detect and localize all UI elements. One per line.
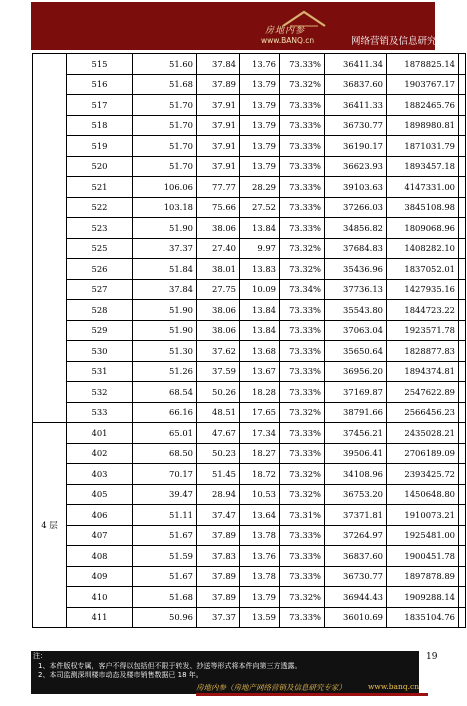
table-cell: 51.90 [133, 218, 197, 239]
table-cell: 37456.21 [325, 423, 387, 444]
room-number-cell: 411 [67, 607, 133, 628]
table-cell: 51.70 [133, 115, 197, 136]
table-cell: 51.84 [133, 259, 197, 280]
table-cell: 36956.20 [325, 361, 387, 382]
table-cell: 39103.63 [325, 177, 387, 198]
table-row [33, 279, 466, 300]
table-cell: 51.60 [133, 54, 197, 75]
table-row [33, 95, 466, 116]
table-cell: 68.50 [133, 443, 197, 464]
table-cell: 36010.69 [325, 607, 387, 628]
table-cell: 37266.03 [325, 197, 387, 218]
empty-cell [459, 300, 466, 321]
table-cell: 50.23 [197, 443, 240, 464]
table-cell: 13.84 [240, 300, 280, 321]
table-row [33, 54, 466, 75]
table-cell: 1809068.96 [387, 218, 459, 239]
footer-url: www.banq.cn [368, 682, 420, 691]
table-cell: 1910073.21 [387, 505, 459, 526]
table-cell: 34856.82 [325, 218, 387, 239]
table-cell: 73.33% [280, 218, 325, 239]
table-cell: 37684.83 [325, 238, 387, 259]
table-cell: 73.33% [280, 361, 325, 382]
table-cell: 73.33% [280, 341, 325, 362]
table-cell: 73.33% [280, 54, 325, 75]
table-cell: 38.06 [197, 320, 240, 341]
empty-cell [459, 95, 466, 116]
empty-cell [459, 464, 466, 485]
table-cell: 37.91 [197, 156, 240, 177]
empty-cell [459, 402, 466, 423]
table-cell: 73.32% [280, 587, 325, 608]
table-cell: 2547622.89 [387, 382, 459, 403]
room-number-cell: 405 [67, 484, 133, 505]
table-cell: 13.84 [240, 320, 280, 341]
table-cell: 68.54 [133, 382, 197, 403]
empty-cell [459, 505, 466, 526]
table-cell: 36411.33 [325, 95, 387, 116]
table-cell: 35650.64 [325, 341, 387, 362]
table-cell: 13.64 [240, 505, 280, 526]
room-number-cell: 517 [67, 95, 133, 116]
table-cell: 73.33% [280, 443, 325, 464]
room-number-cell: 516 [67, 74, 133, 95]
table-cell: 73.33% [280, 423, 325, 444]
table-cell: 51.70 [133, 156, 197, 177]
table-cell: 13.76 [240, 54, 280, 75]
table-row [33, 587, 466, 608]
table-cell: 1450648.80 [387, 484, 459, 505]
empty-cell [459, 279, 466, 300]
table-cell: 13.79 [240, 74, 280, 95]
table-cell: 1894374.81 [387, 361, 459, 382]
room-number-cell: 408 [67, 546, 133, 567]
table-cell: 1903767.17 [387, 74, 459, 95]
table-cell: 1878825.14 [387, 54, 459, 75]
table-row [33, 238, 466, 259]
empty-cell [459, 607, 466, 628]
table-cell: 37063.04 [325, 320, 387, 341]
room-number-cell: 410 [67, 587, 133, 608]
table-row [33, 320, 466, 341]
room-number-cell: 401 [67, 423, 133, 444]
room-number-cell: 519 [67, 136, 133, 157]
table-cell: 51.68 [133, 587, 197, 608]
logo-chinese-name: 房地内参 [265, 26, 306, 36]
table-cell: 1897878.89 [387, 566, 459, 587]
table-cell: 36730.77 [325, 566, 387, 587]
table-cell: 73.34% [280, 279, 325, 300]
room-number-cell: 515 [67, 54, 133, 75]
table-cell: 1909288.14 [387, 587, 459, 608]
table-cell: 37.89 [197, 525, 240, 546]
table-cell: 3845108.98 [387, 197, 459, 218]
table-cell: 1844723.22 [387, 300, 459, 321]
table-cell: 73.32% [280, 238, 325, 259]
table-cell: 10.53 [240, 484, 280, 505]
table-cell: 37.91 [197, 95, 240, 116]
table-row [33, 341, 466, 362]
table-cell: 73.32% [280, 464, 325, 485]
empty-cell [459, 136, 466, 157]
table-cell: 1893457.18 [387, 156, 459, 177]
table-cell: 51.67 [133, 566, 197, 587]
table-cell: 73.33% [280, 320, 325, 341]
table-row [33, 156, 466, 177]
table-cell: 73.31% [280, 505, 325, 526]
table-cell: 37.59 [197, 361, 240, 382]
table-cell: 73.32% [280, 402, 325, 423]
table-cell: 73.33% [280, 566, 325, 587]
table-cell: 37.83 [197, 546, 240, 567]
table-cell: 38.06 [197, 218, 240, 239]
table-row [33, 136, 466, 157]
table-cell: 13.68 [240, 341, 280, 362]
table-row [33, 423, 466, 444]
empty-cell [459, 525, 466, 546]
table-cell: 36190.17 [325, 136, 387, 157]
table-row [33, 259, 466, 280]
empty-cell [459, 259, 466, 280]
footer-notes [33, 652, 301, 681]
table-cell: 9.97 [240, 238, 280, 259]
empty-cell [459, 115, 466, 136]
table-cell: 73.33% [280, 177, 325, 198]
table-cell: 28.29 [240, 177, 280, 198]
table-cell: 1835104.76 [387, 607, 459, 628]
table-cell: 47.67 [197, 423, 240, 444]
table-cell: 37.62 [197, 341, 240, 362]
table-cell: 37.47 [197, 505, 240, 526]
table-row [33, 546, 466, 567]
room-number-cell: 523 [67, 218, 133, 239]
table-cell: 73.33% [280, 197, 325, 218]
sales-data-table [32, 53, 466, 628]
room-number-cell: 530 [67, 341, 133, 362]
empty-cell [459, 177, 466, 198]
table-cell: 2435028.21 [387, 423, 459, 444]
table-cell: 13.59 [240, 607, 280, 628]
empty-cell [459, 443, 466, 464]
empty-cell [459, 74, 466, 95]
table-cell: 13.78 [240, 525, 280, 546]
table-cell: 75.66 [197, 197, 240, 218]
empty-cell [459, 218, 466, 239]
table-cell: 37.89 [197, 74, 240, 95]
empty-cell [459, 54, 466, 75]
table-cell: 37.89 [197, 587, 240, 608]
table-cell: 51.59 [133, 546, 197, 567]
table-cell: 36944.43 [325, 587, 387, 608]
table-cell: 38.01 [197, 259, 240, 280]
table-cell: 51.70 [133, 136, 197, 157]
empty-cell [459, 238, 466, 259]
table-cell: 36411.34 [325, 54, 387, 75]
banq-logo [259, 8, 349, 48]
table-cell: 34108.96 [325, 464, 387, 485]
room-number-cell: 402 [67, 443, 133, 464]
room-number-cell: 533 [67, 402, 133, 423]
table-cell: 66.16 [133, 402, 197, 423]
table-row [33, 361, 466, 382]
table-cell: 39506.41 [325, 443, 387, 464]
table-cell: 48.51 [197, 402, 240, 423]
table-row [33, 464, 466, 485]
table-cell: 36837.60 [325, 546, 387, 567]
table-cell: 37264.97 [325, 525, 387, 546]
header-title: 网络营销及信息研究专家 [351, 36, 456, 47]
table-cell: 38791.66 [325, 402, 387, 423]
table-row [33, 505, 466, 526]
table-cell: 37.37 [197, 607, 240, 628]
table-cell: 50.96 [133, 607, 197, 628]
table-cell: 51.68 [133, 74, 197, 95]
table-cell: 73.32% [280, 74, 325, 95]
logo-url: www.BANQ.cn [261, 36, 315, 45]
table-cell: 13.67 [240, 361, 280, 382]
table-cell: 51.11 [133, 505, 197, 526]
empty-cell [459, 361, 466, 382]
page-number: 19 [426, 652, 438, 662]
table-row [33, 484, 466, 505]
table-cell: 35543.80 [325, 300, 387, 321]
table-cell: 10.09 [240, 279, 280, 300]
table-cell: 35436.96 [325, 259, 387, 280]
table-cell: 1882465.76 [387, 95, 459, 116]
table-cell: 1837052.01 [387, 259, 459, 280]
table-cell: 4147331.00 [387, 177, 459, 198]
room-number-cell: 522 [67, 197, 133, 218]
table-cell: 1923571.78 [387, 320, 459, 341]
room-number-cell: 406 [67, 505, 133, 526]
table-cell: 18.72 [240, 464, 280, 485]
table-cell: 13.83 [240, 259, 280, 280]
empty-cell [459, 197, 466, 218]
empty-cell [459, 546, 466, 567]
table-cell: 13.79 [240, 156, 280, 177]
table-cell: 13.84 [240, 218, 280, 239]
notes-label: 注： [33, 652, 47, 660]
table-cell: 70.17 [133, 464, 197, 485]
table-cell: 13.79 [240, 115, 280, 136]
table-cell: 73.33% [280, 525, 325, 546]
empty-cell [459, 587, 466, 608]
room-number-cell: 532 [67, 382, 133, 403]
table-cell: 18.27 [240, 443, 280, 464]
table-cell: 37736.13 [325, 279, 387, 300]
table-cell: 13.79 [240, 95, 280, 116]
table-cell: 38.06 [197, 300, 240, 321]
table-cell: 13.78 [240, 566, 280, 587]
room-number-cell: 529 [67, 320, 133, 341]
empty-cell [459, 566, 466, 587]
table-cell: 73.33% [280, 95, 325, 116]
table-cell: 73.32% [280, 259, 325, 280]
room-number-cell: 526 [67, 259, 133, 280]
table-row [33, 177, 466, 198]
table-cell: 37.84 [197, 54, 240, 75]
room-number-cell: 407 [67, 525, 133, 546]
table-row [33, 74, 466, 95]
room-number-cell: 525 [67, 238, 133, 259]
table-cell: 73.33% [280, 115, 325, 136]
table-cell: 106.06 [133, 177, 197, 198]
table-cell: 37.91 [197, 136, 240, 157]
table-cell: 13.79 [240, 587, 280, 608]
table-row [33, 197, 466, 218]
table-cell: 37.89 [197, 566, 240, 587]
room-number-cell: 403 [67, 464, 133, 485]
table-cell: 65.01 [133, 423, 197, 444]
table-cell: 1828877.83 [387, 341, 459, 362]
table-cell: 1900451.78 [387, 546, 459, 567]
room-number-cell: 531 [67, 361, 133, 382]
table-row [33, 443, 466, 464]
table-cell: 37.37 [133, 238, 197, 259]
empty-cell [459, 320, 466, 341]
table-cell: 1871031.79 [387, 136, 459, 157]
table-cell: 36837.60 [325, 74, 387, 95]
table-cell: 73.33% [280, 136, 325, 157]
note-copyright: 1、本件版权专属，客户不得以包括但不限于转发、抄送等形式将本件向第三方透露。 [38, 661, 302, 670]
table-cell: 73.33% [280, 300, 325, 321]
table-cell: 2566456.23 [387, 402, 459, 423]
room-number-cell: 528 [67, 300, 133, 321]
table-cell: 51.26 [133, 361, 197, 382]
table-cell: 51.70 [133, 95, 197, 116]
table-row [33, 218, 466, 239]
table-cell: 77.77 [197, 177, 240, 198]
table-cell: 50.26 [197, 382, 240, 403]
floor-cell [33, 54, 67, 423]
table-cell: 1427935.16 [387, 279, 459, 300]
table-cell: 18.28 [240, 382, 280, 403]
table-cell: 28.94 [197, 484, 240, 505]
table-cell: 1408282.10 [387, 238, 459, 259]
table-cell: 1925481.00 [387, 525, 459, 546]
table-cell: 13.79 [240, 136, 280, 157]
table-row [33, 300, 466, 321]
table-cell: 37.84 [133, 279, 197, 300]
table-cell: 13.76 [240, 546, 280, 567]
empty-cell [459, 341, 466, 362]
table-cell: 27.75 [197, 279, 240, 300]
table-row [33, 607, 466, 628]
empty-cell [459, 156, 466, 177]
table-row [33, 566, 466, 587]
footer-credit: 房地内参（房地产网络营销及信息研究专家） [196, 683, 346, 692]
table-row [33, 525, 466, 546]
table-cell: 39.47 [133, 484, 197, 505]
table-cell: 51.90 [133, 300, 197, 321]
header-banner [31, 2, 456, 50]
table-cell: 17.65 [240, 402, 280, 423]
table-row [33, 382, 466, 403]
empty-cell [459, 382, 466, 403]
room-number-cell: 527 [67, 279, 133, 300]
room-number-cell: 409 [67, 566, 133, 587]
room-number-cell: 521 [67, 177, 133, 198]
table-cell: 2706189.09 [387, 443, 459, 464]
table-cell: 103.18 [133, 197, 197, 218]
table-cell: 51.90 [133, 320, 197, 341]
footer-divider [196, 693, 428, 696]
table-cell: 27.52 [240, 197, 280, 218]
table-row [33, 115, 466, 136]
table-cell: 37169.87 [325, 382, 387, 403]
table-cell: 73.32% [280, 484, 325, 505]
table-cell: 17.34 [240, 423, 280, 444]
table-cell: 36753.20 [325, 484, 387, 505]
table-cell: 73.33% [280, 382, 325, 403]
table-cell: 37.91 [197, 115, 240, 136]
table-cell: 36730.77 [325, 115, 387, 136]
table-row [33, 402, 466, 423]
room-number-cell: 520 [67, 156, 133, 177]
table-cell: 37371.81 [325, 505, 387, 526]
table-cell: 27.40 [197, 238, 240, 259]
empty-cell [459, 423, 466, 444]
table-cell: 1898980.81 [387, 115, 459, 136]
room-number-cell: 518 [67, 115, 133, 136]
table-cell: 51.45 [197, 464, 240, 485]
floor-cell: 4 层 [33, 423, 67, 628]
empty-cell [459, 484, 466, 505]
note-monitoring: 2、本司监测深圳楼市动态及楼市销售数据已 18 年。 [38, 671, 203, 679]
table-cell: 51.30 [133, 341, 197, 362]
table-cell: 73.33% [280, 607, 325, 628]
table-cell: 73.33% [280, 156, 325, 177]
table-cell: 51.67 [133, 525, 197, 546]
table-cell: 36623.93 [325, 156, 387, 177]
table-cell: 73.33% [280, 546, 325, 567]
table-cell: 2393425.72 [387, 464, 459, 485]
